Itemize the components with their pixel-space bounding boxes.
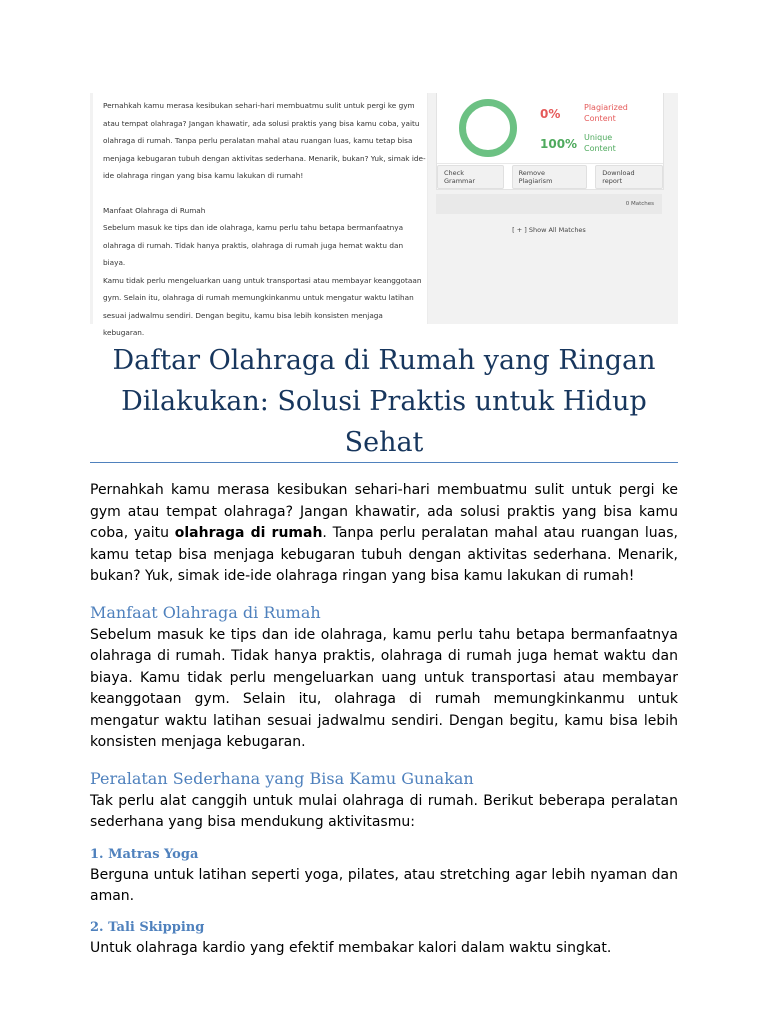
plagiarized-label: Plagiarized Content (584, 103, 628, 123)
intro-paragraph (90, 480, 678, 588)
intro-text-rest: . Tanpa perlu peralatan mahal atau ruangan luas, kamu tetap bisa menjaga kebugaran tubuh dengan aktivitas sederhana. Menarik, bukan? Yuk, simak ide-ide olahraga ringan yang bisa kamu lakukan di rumah! (90, 525, 678, 584)
plagiarism-screenshot (90, 93, 678, 337)
plagiarized-percent: 0% (540, 107, 561, 121)
section-heading-benefits: Manfaat Olahraga di Rumah (90, 602, 321, 622)
section-heading-equipment: Peralatan Sederhana yang Bisa Kamu Gunakan (90, 768, 474, 788)
item-heading-skipping-rope: 2. Tali Skipping (90, 919, 205, 935)
item-heading-yoga-mat: 1. Matras Yoga (90, 846, 199, 862)
screenshot-line: sesuai jadwalmu sendiri. Dengan begitu, kamu bisa lebih konsisten menjaga (103, 310, 383, 320)
screenshot-line: ide olahraga ringan yang bisa kamu lakukan di rumah! (103, 171, 304, 180)
item-text-yoga-mat: Berguna untuk latihan seperti yoga, pilates, atau stretching agar lebih nyaman dan aman. (90, 866, 678, 904)
check-grammar-button[interactable]: Check Grammar (437, 165, 504, 189)
screenshot-line: kebugaran. (103, 328, 145, 337)
action-buttons (437, 163, 663, 190)
benefits-paragraph: Sebelum masuk ke tips dan ide olahraga, kamu perlu tahu betapa bermanfaatnya olahraga di rumah. Tidak hanya praktis, olahraga di rumah juga hemat waktu dan biaya. Kamu tidak perlu mengeluarkan uang untuk transportasi atau membayar keanggotaan gym. Selain itu, olahraga di rumah memungkinkanmu untuk mengatur waktu latihan sesuai jadwalmu sendiri. Dengan begitu, kamu bisa lebih konsisten menjaga kebugaran. (90, 626, 678, 750)
screenshot-line: Sebelum masuk ke tips dan ide olahraga, kamu perlu tahu betapa bermanfaatnya (103, 223, 404, 232)
item-text-skipping-rope: Untuk olahraga kardio yang efektif membakar kalori dalam waktu singkat. (90, 939, 612, 956)
article-title: Daftar Olahraga di Rumah yang Ringan Dilakukan: Solusi Praktis untuk Hidup Sehat (112, 345, 656, 458)
screenshot-line: olahraga di rumah. Tanpa perlu peralatan mahal atau ruangan luas, kamu tetap bisa (103, 136, 413, 145)
show-all-matches-link[interactable]: [ + ] Show All Matches (512, 226, 586, 234)
equipment-paragraph: Tak perlu alat canggih untuk mulai olahraga di rumah. Berikut beberapa peralatan sederhana yang bisa mendukung aktivitasmu: (90, 792, 678, 830)
download-report-button[interactable]: Download report (595, 165, 663, 189)
unique-ring-chart (459, 99, 517, 157)
result-panel (436, 93, 664, 190)
screenshot-line: Kamu tidak perlu mengeluarkan uang untuk transportasi atau membayar keanggotaan (103, 275, 422, 285)
unique-label: Unique Content (584, 133, 616, 153)
screenshot-line: olahraga di rumah. Tidak hanya praktis, olahraga di rumah juga hemat waktu dan biaya. (103, 240, 404, 267)
intro-keyword: olahraga di rumah (174, 525, 323, 541)
unique-percent: 100% (540, 137, 578, 151)
screenshot-line: atau tempat olahraga? Jangan khawatir, ada solusi praktis yang bisa kamu coba, yaitu (103, 118, 420, 128)
screenshot-line: gym. Selain itu, olahraga di rumah memungkinkanmu untuk mengatur waktu latihan (103, 293, 414, 302)
matches-count: 0 Matches (436, 194, 662, 214)
screenshot-text-panel (93, 93, 428, 337)
screenshot-line: menjaga kebugaran tubuh dengan aktivitas sederhana. Menarik, bukan? Yuk, simak ide- (103, 153, 426, 163)
remove-plagiarism-button[interactable]: Remove Plagiarism (512, 165, 588, 189)
article-body (90, 480, 678, 959)
title-divider (90, 462, 678, 463)
screenshot-line: Pernahkah kamu merasa kesibukan sehari-hari membuatmu sulit untuk pergi ke gym (103, 101, 415, 110)
intro-text: Pernahkah kamu merasa kesibukan sehari-hari membuatmu sulit untuk pergi ke gym atau tempat olahraga? Jangan khawatir, ada solusi praktis yang bisa kamu coba, yaitu (90, 482, 678, 541)
screenshot-line: Manfaat Olahraga di Rumah (103, 205, 206, 215)
